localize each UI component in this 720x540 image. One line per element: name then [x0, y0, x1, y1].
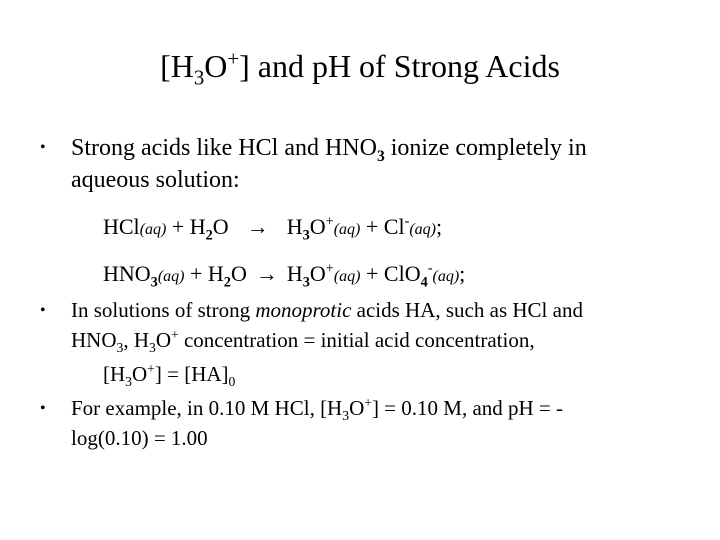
bullet2-line2	[71, 326, 535, 354]
text-run: ] = [HA]	[154, 362, 229, 386]
text-run: O	[309, 261, 326, 286]
text-sup: +	[325, 213, 334, 230]
title-sub: 3	[193, 66, 205, 90]
bullet3-line1	[71, 394, 563, 422]
bullet-marker: •	[40, 400, 46, 417]
text-run: O	[132, 362, 148, 386]
bullet1-line2: aqueous solution:	[71, 167, 240, 193]
text-run: H	[286, 214, 303, 239]
equation-1	[103, 213, 442, 244]
text-sup: +	[325, 260, 334, 277]
text-run: [H	[103, 362, 126, 386]
text-run: ;	[459, 261, 466, 286]
text-sup: +	[171, 327, 179, 342]
text-sub: 3	[302, 274, 310, 291]
text-run: O	[155, 328, 171, 352]
bullet2-line3	[103, 360, 235, 388]
reaction-arrow: →	[255, 261, 278, 286]
state-label: (aq)	[333, 221, 361, 238]
bullet-marker: •	[40, 302, 46, 319]
equation-2	[103, 260, 465, 291]
reaction-arrow: →	[246, 214, 269, 239]
text-italic: monoprotic	[255, 298, 352, 322]
text-run: ;	[435, 214, 443, 239]
text-sub: 4	[420, 274, 428, 291]
state-label: (aq)	[333, 268, 361, 285]
text-run: concentration = initial acid concentration,	[178, 328, 535, 352]
text-run: , H	[123, 328, 149, 352]
title-part: [H	[160, 48, 194, 84]
text-run: For example, in 0.10 M HCl, [H	[71, 396, 343, 420]
text-run: acids HA, such as HCl and	[351, 298, 583, 322]
text-run: ] = 0.10 M, and pH = -	[371, 396, 564, 420]
text-sub: 2	[223, 274, 231, 291]
text-run: + ClO	[360, 261, 421, 286]
title-sup: +	[227, 47, 240, 71]
state-label: (aq)	[157, 268, 185, 285]
text-sub: 3	[302, 227, 310, 244]
bullet3-line2: log(0.10) = 1.00	[71, 426, 208, 450]
text-sub: 3	[125, 374, 132, 390]
text-run: H	[286, 261, 303, 286]
text-run: O	[309, 214, 326, 239]
text-sub: 3	[149, 340, 156, 356]
text-run: HNO	[71, 328, 117, 352]
text-sub: 0	[228, 374, 236, 390]
text-sup: +	[147, 361, 155, 376]
state-label: (aq)	[409, 221, 436, 238]
text-run: HCl	[103, 214, 140, 239]
text-run: O	[349, 396, 365, 420]
slide-title	[0, 46, 720, 90]
text-run: + Cl	[360, 214, 405, 239]
title-part: ] and pH of Strong Acids	[239, 48, 560, 84]
text-run: ionize completely in	[384, 135, 587, 161]
text-sup: +	[364, 395, 372, 410]
text-run: O	[212, 214, 229, 239]
text-run: Strong acids like HCl and HNO	[71, 135, 377, 161]
text-run: HNO	[103, 261, 151, 286]
text-sup: -	[404, 213, 410, 230]
bullet2-line1	[71, 296, 583, 324]
state-label: (aq)	[139, 221, 167, 238]
text-run: + H	[184, 261, 224, 286]
title-part: O	[204, 48, 228, 84]
text-run: O	[230, 261, 247, 286]
bullet1-line1	[71, 133, 587, 163]
text-sub: 2	[205, 227, 213, 244]
state-label: (aq)	[432, 268, 460, 285]
text-sub: 3	[342, 408, 350, 424]
text-sub: 3	[150, 274, 158, 291]
text-sub: 3	[116, 340, 124, 356]
text-sup: -	[427, 260, 433, 277]
text-run: In solutions of strong	[71, 298, 256, 322]
text-sub: 3	[376, 147, 385, 165]
bullet-marker: •	[40, 139, 46, 156]
text-run: + H	[166, 214, 206, 239]
